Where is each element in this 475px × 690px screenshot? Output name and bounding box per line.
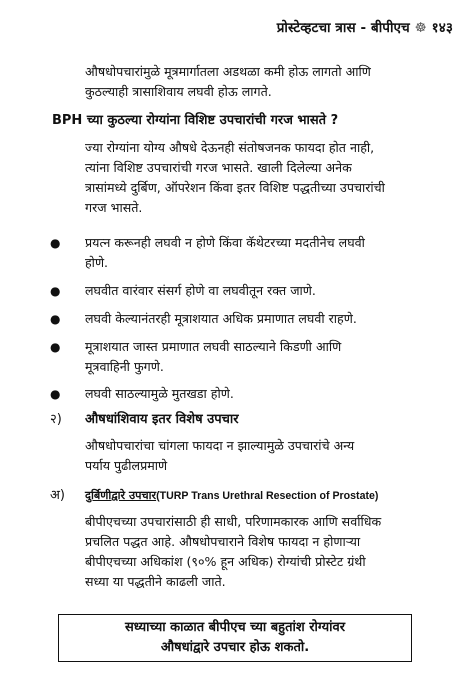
bph-paragraph xyxy=(85,138,430,218)
header-title: प्रोस्टेव्हटचा त्रास - बीपीएच xyxy=(276,20,410,36)
box-line-1: सध्याच्या काळात बीपीएच च्या बहुतांश रोग्यांवर xyxy=(124,620,346,635)
bph-line-3: त्रासांमध्ये दुर्बिण, ऑपरेशन किंवा इतर विशिष्ट पद्धतीच्या उपचारांची xyxy=(85,180,385,195)
running-header xyxy=(277,18,453,36)
list-item xyxy=(85,281,430,301)
dharma-wheel-icon: ☸ xyxy=(414,20,427,36)
intro-line-2: कुठल्याही त्रासाशिवाय लघवी होऊ लागते. xyxy=(85,84,272,99)
section-heading-bph: BPH च्या कुठल्या रोग्यांना विशिष्ट उपचारांची गरज भासते ? xyxy=(52,113,339,128)
other-treatments-paragraph xyxy=(85,436,430,476)
list-item xyxy=(85,233,430,273)
other-treatments-line-1: औषधोपचारांचा चांगला फायदा न झाल्यामुळे उपचारांचे अन्य xyxy=(85,438,355,453)
turp-paragraph xyxy=(85,512,430,592)
turp-line-1: बीपीएचच्या उपचारांसाठी ही साधी, परिणामकारक आणि सर्वाधिक xyxy=(85,514,382,529)
section-heading-other-treatments: औषधांशिवाय इतर विशेष उपचार xyxy=(85,412,239,427)
bullet-1-line-1: प्रयत्न करूनही लघवी न होणे किंवा कॅथेटरच्या मदतीनेच लघवी xyxy=(85,235,365,250)
turp-line-2: प्रचलित पद्धत आहे. औषधोपचाराने विशेष फायदा न होणाऱ्या xyxy=(85,534,361,549)
bullet-1-line-2: होणे. xyxy=(85,255,109,270)
list-item xyxy=(85,309,430,329)
bph-line-2: त्यांना विशिष्ट उपचारांची गरज भासते. खाली दिलेल्या अनेक xyxy=(85,160,352,175)
intro-paragraph xyxy=(85,62,430,102)
bph-line-4: गरज भासते. xyxy=(85,200,143,215)
bullet-icon: ● xyxy=(50,387,61,401)
bullet-5-line-1: लघवी साठल्यामुळे मुतखडा होणे. xyxy=(85,386,234,401)
bullet-icon: ● xyxy=(50,312,61,326)
bph-line-1: ज्या रोग्यांना योग्य औषधे देऊनही संतोषजनक फायदा होत नाही, xyxy=(85,140,375,155)
box-line-2: औषधांद्वारे उपचार होऊ शकतो. xyxy=(160,640,310,655)
subsection-label: अ) xyxy=(50,488,66,503)
list-item xyxy=(85,384,430,404)
subsection-heading-turp xyxy=(85,486,378,506)
other-treatments-line-2: पर्याय पुढीलप्रमाणे xyxy=(85,458,168,473)
highlight-box xyxy=(58,614,412,662)
turp-line-4: सध्या या पद्धतीने काढली जाते. xyxy=(85,574,226,589)
bullet-icon: ● xyxy=(50,284,61,298)
bullet-3-line-1: लघवी केल्यानंतरही मूत्राशयात अधिक प्रमाणात लघवी राहणे. xyxy=(85,311,357,326)
page-number: १४३ xyxy=(431,20,453,36)
bullet-icon: ● xyxy=(50,236,61,250)
turp-heading-english: (TURP Trans Urethral Resection of Prostate) xyxy=(156,490,379,502)
bullet-2-line-1: लघवीत वारंवार संसर्ग होणे वा लघवीतून रक्त जाणे. xyxy=(85,283,316,298)
bullet-4-line-1: मूत्राशयात जास्त प्रमाणात लघवी साठल्याने किडणी आणि xyxy=(85,339,342,354)
section-number: २) xyxy=(50,412,62,427)
intro-line-1: औषधोपचारांमुळे मूत्रमार्गातला अडथळा कमी होऊ लागतो आणि xyxy=(85,64,371,79)
turp-heading-marathi: दुर्बिणीद्वारे उपचार xyxy=(85,489,157,502)
bullet-4-line-2: मूत्रवाहिनी फुगणे. xyxy=(85,359,164,374)
list-item xyxy=(85,337,430,377)
turp-line-3: बीपीएचच्या अधिकांश (९०% हून अधिक) रोग्यांची प्रोस्टेट ग्रंथी xyxy=(85,554,366,569)
bullet-icon: ● xyxy=(50,340,61,354)
